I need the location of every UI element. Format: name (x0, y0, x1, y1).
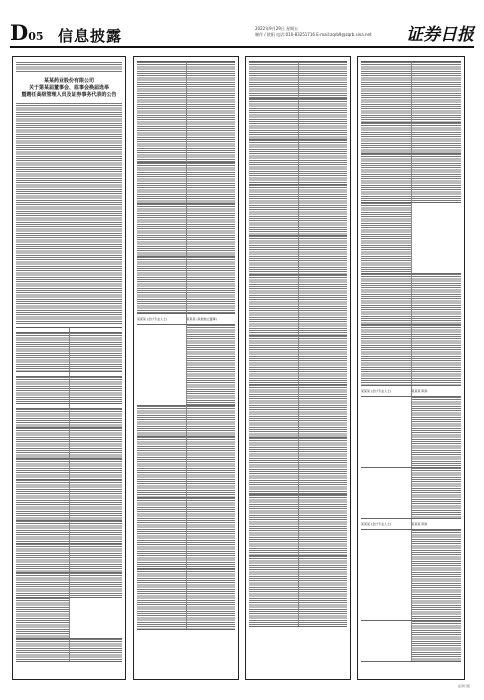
page-footer: 证券日报 (457, 684, 470, 688)
table-header-cell: 某某某 (会计专业人士) (361, 519, 412, 529)
header-rule (10, 46, 474, 48)
data-table (249, 61, 347, 627)
column-3 (245, 56, 351, 680)
page-number: D05 (10, 20, 44, 45)
column-4 (357, 56, 465, 680)
article-body (16, 103, 122, 325)
column-1 (12, 56, 126, 680)
data-table (361, 61, 461, 662)
table-header-cell: 某某某 职务 (411, 522, 428, 526)
table-header-cell: 某某某 (其他独立董事) (186, 317, 217, 321)
section-title: 信息披露 (58, 27, 123, 45)
column-2 (133, 56, 239, 680)
newspaper-logo: 证券日报 (406, 25, 474, 45)
article-title: 某某药业股份有限公司 关于第某届董事会、监事会换届选举 暨聘任高级管理人员及证券事务代表的公告 (21, 78, 117, 98)
issue-meta: 2022年9月29日 星期五 制作 / 欧阳 电话:010-83251716 E-mail:zqrb9@zqrb.sina.net (255, 26, 372, 37)
table-header-cell: 某某某 (会计专业人士) (137, 314, 187, 324)
table-header-cell: 某某某 职务 (411, 389, 428, 393)
data-table (137, 61, 235, 630)
page-header (10, 22, 474, 46)
table-header-cell: 某某某 (会计专业人士) (361, 386, 412, 396)
article-meta (16, 62, 122, 72)
data-table (16, 327, 122, 662)
